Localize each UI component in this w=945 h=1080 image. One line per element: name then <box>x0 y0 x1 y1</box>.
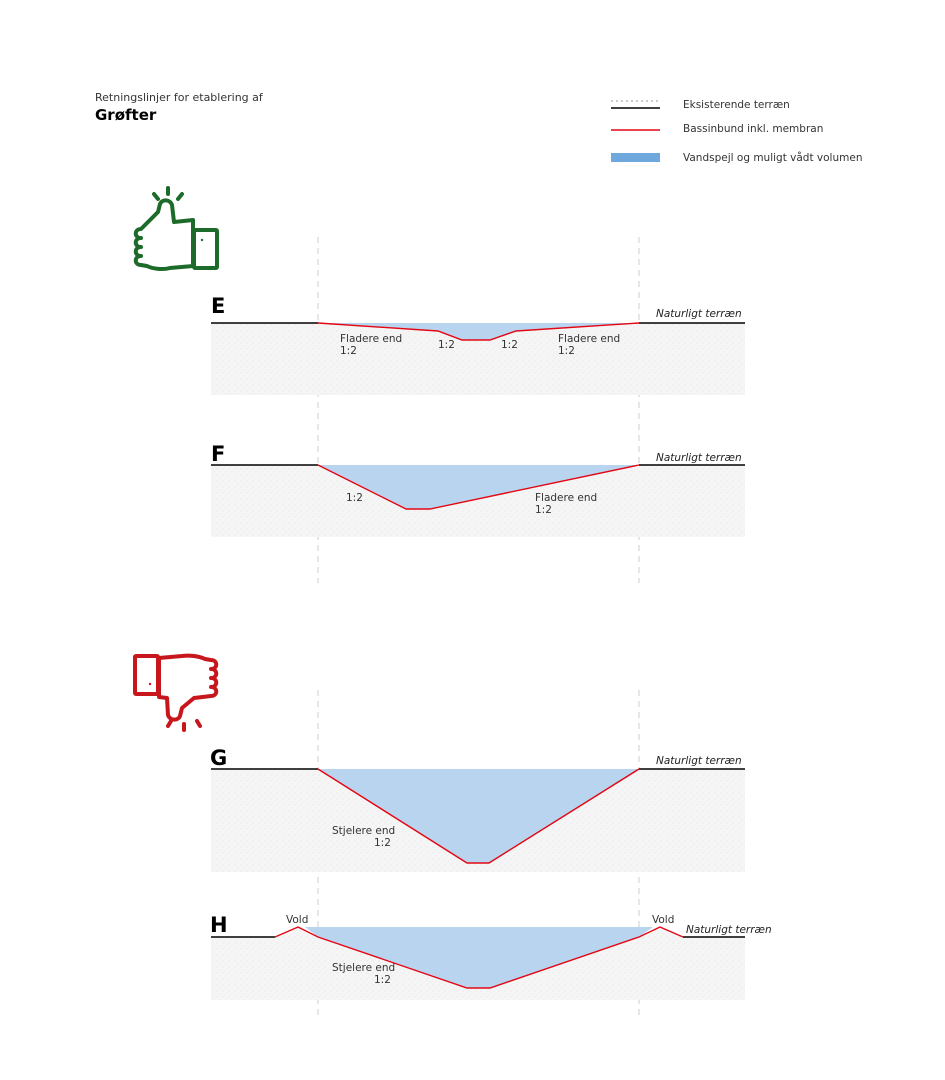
section-F-label-left: 1:2 <box>346 492 363 504</box>
section-E-label-left-line1: Fladere end <box>340 333 403 345</box>
thumbs-down-icon <box>135 656 216 730</box>
section-G-letter: G <box>210 746 228 770</box>
section-F-letter: F <box>211 442 226 466</box>
section-E-label-slope-right: 1:2 <box>501 339 518 351</box>
legend-item-membrane <box>611 123 823 135</box>
section-E-letter: E <box>211 294 226 318</box>
legend-swatch-water <box>611 153 660 162</box>
section-G-label-line2: 1:2 <box>374 837 391 849</box>
section-H-label-line1: Stjelere end <box>332 962 396 974</box>
legend <box>611 99 862 164</box>
section-H-terrain-label: Naturligt terræn <box>686 924 772 936</box>
section-H <box>210 913 772 1000</box>
section-E-label-right-line2: 1:2 <box>558 345 575 357</box>
legend-label-existing-terrain: Eksisterende terræn <box>683 99 790 111</box>
section-F <box>211 442 745 537</box>
legend-item-existing-terrain <box>611 99 790 111</box>
legend-label-membrane: Bassinbund inkl. membran <box>683 123 824 135</box>
section-E-label-right-line1: Fladere end <box>558 333 621 345</box>
section-F-label-right-line1: Fladere end <box>535 492 598 504</box>
legend-label-water: Vandspejl og muligt vådt volumen <box>683 152 863 164</box>
section-E-label-slope-left: 1:2 <box>438 339 455 351</box>
section-F-terrain-label: Naturligt terræn <box>656 452 742 464</box>
section-G-terrain-label: Naturligt terræn <box>656 755 742 767</box>
section-E-terrain-label: Naturligt terræn <box>656 308 742 320</box>
section-G-label-line1: Stjelere end <box>332 825 396 837</box>
section-H-letter: H <box>210 913 228 937</box>
legend-item-water <box>611 151 862 164</box>
page-title: Grøfter <box>95 106 157 124</box>
thumbs-up-icon <box>136 188 217 269</box>
section-F-label-right-line2: 1:2 <box>535 504 552 516</box>
section-E-label-left-line2: 1:2 <box>340 345 357 357</box>
section-H-label-vold-left: Vold <box>286 914 309 926</box>
page-subtitle: Retningslinjer for etablering af <box>95 91 263 104</box>
section-H-label-vold-right: Vold <box>652 914 675 926</box>
section-H-label-line2: 1:2 <box>374 974 391 986</box>
section-E <box>211 294 745 395</box>
section-G <box>210 746 745 872</box>
